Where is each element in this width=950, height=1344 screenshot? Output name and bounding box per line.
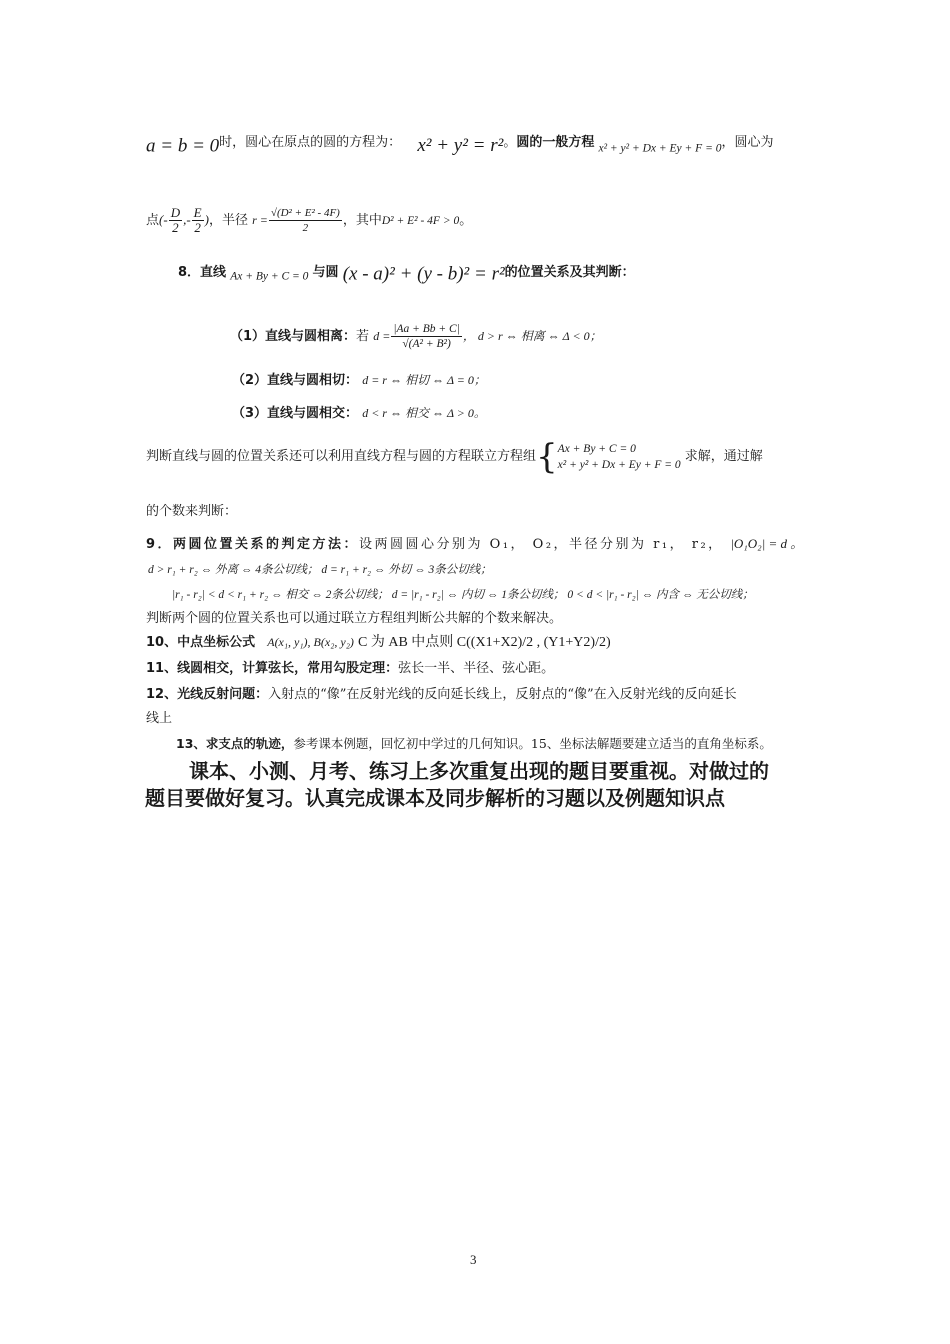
paragraph-9-note xyxy=(146,610,562,628)
text: 求解，通过解 xyxy=(684,449,763,464)
text: 线上 xyxy=(146,711,173,726)
heading-section-11 xyxy=(146,660,554,678)
heading-text: 13、求支点的轨迹， xyxy=(176,736,294,751)
paragraph-circle-origin xyxy=(146,134,773,157)
system-line-2: x² + y² + Dx + Ey + F = 0 xyxy=(557,459,681,471)
denominator: 2 xyxy=(172,220,179,235)
item-label: （2）直线与圆相切： xyxy=(232,373,359,388)
equation-circle-origin: x² + y² = r² xyxy=(417,135,504,157)
emphasis-line-1: 课本、小测、月考、练习上多次重复出现的题目要重视。对做过的 xyxy=(189,759,769,783)
heading-general-equation: 圆的一般方程 xyxy=(516,135,595,150)
paragraph-system-cont xyxy=(146,503,237,521)
text: 。 xyxy=(459,213,473,228)
d-eq: d = xyxy=(373,329,391,343)
condition: d < r ⇔ 相交 ⇔ Δ > 0。 xyxy=(362,406,486,420)
radius-r: r = xyxy=(252,213,268,227)
center-close: ) xyxy=(204,212,209,227)
distance-def: |O₁O₂| = d 。 xyxy=(730,536,804,551)
page-number: 3 xyxy=(470,1252,477,1267)
item-8-2 xyxy=(232,371,486,390)
cases: |r₁ - r₂| < d < r₁ + r₂ ⇔ 相交 ⇔ 2条公切线； d = |r₁ - r₂| ⇔ 内切 ⇔ 1条公切线； 0 < d < |r₁ - r₂| ⇔ 内含 ⇔ 无公切线； xyxy=(172,589,754,601)
item-label: （3）直线与圆相交： xyxy=(232,406,359,421)
text: ，圆心为 xyxy=(721,135,774,150)
heading-text: 与圆 xyxy=(312,265,339,280)
text: ，其中 xyxy=(342,213,382,228)
heading-section-10 xyxy=(146,633,611,652)
equation-line: Ax + By + C = 0 xyxy=(230,270,309,283)
condition: ， d > r ⇔ 相离 ⇔ Δ < 0； xyxy=(462,329,602,343)
paragraph-12-cont xyxy=(146,710,172,728)
heading-section-12 xyxy=(146,686,737,704)
numerator: √(D² + E² - 4F) xyxy=(270,207,340,219)
equation-circle: (x - a)² + (y - b)² = r² xyxy=(342,263,505,285)
center-comma: ,- xyxy=(183,212,191,227)
item-8-3 xyxy=(232,404,486,423)
brace: { xyxy=(536,437,558,477)
text: 入射点的“像”在反射光线的反向延长线上，反射点的“像”在入反射光线的反向延长 xyxy=(268,687,737,702)
text: ，半径 xyxy=(208,213,248,228)
item-8-1 xyxy=(230,322,602,351)
denominator: √(A² + B²) xyxy=(402,338,451,350)
cases: d > r₁ + r₂ ⇔ 外离 ⇔ 4条公切线； d = r₁ + r₂ ⇔ 外切 ⇔ 3条公切线； xyxy=(148,564,492,576)
text: 的个数来判断： xyxy=(146,504,238,519)
text: 。 xyxy=(503,135,517,150)
heading-section-8 xyxy=(178,264,635,286)
points: A(x₁, y₁), B(x₂, y₂) xyxy=(267,635,354,649)
condition: d = r ⇔ 相切 ⇔ Δ = 0； xyxy=(362,373,486,387)
text: C 为 AB 中点则 C((X1+X2)/2 , (Y1+Y2)/2) xyxy=(358,635,611,650)
heading-text: 11、线圆相交，计算弦长，常用勾股定理： xyxy=(146,661,399,676)
denominator: 2 xyxy=(302,222,309,234)
equation-a-b-zero: a = b = 0 xyxy=(146,135,220,157)
equation-general: x² + y² + Dx + Ey + F = 0 xyxy=(598,142,722,155)
paragraph-center-radius xyxy=(146,206,472,235)
text: 判断直线与圆的位置关系还可以利用直线方程与圆的方程联立方程组 xyxy=(146,449,537,464)
item-label: （1）直线与圆相离： xyxy=(230,329,357,344)
numerator: D xyxy=(170,205,181,220)
text: 设两圆圆心分别为 O₁， O₂，半径分别为 r₁， r₂， xyxy=(359,537,724,552)
center-open: (- xyxy=(159,212,168,227)
paragraph-system xyxy=(146,437,763,477)
condition: D² + E² - 4F > 0 xyxy=(381,215,460,227)
text: 时，圆心在原点的圆的方程为： xyxy=(219,135,402,150)
text: 参考课本例题，回忆初中学过的几何知识。15、坐标法解题要建立适当的直角坐标系。 xyxy=(293,736,772,751)
fraction-radius xyxy=(269,206,342,235)
emphasis-line-2: 题目要做好复习。认真完成课本及同步解析的习题以及例题知识点 xyxy=(145,786,725,810)
fraction-e-over-2 xyxy=(192,206,204,235)
heading-text: 8．直线 xyxy=(178,265,227,280)
text: 判断两个圆的位置关系也可以通过联立方程组判断公共解的个数来解决。 xyxy=(146,611,563,626)
item-9-cases-2 xyxy=(172,585,754,604)
text: 点 xyxy=(146,213,160,228)
heading-text: 10、中点坐标公式 xyxy=(146,635,256,650)
text: 若 xyxy=(356,329,370,344)
numerator: E xyxy=(193,205,202,220)
fraction-distance xyxy=(391,322,462,351)
heading-text: 9．两圆位置关系的判定方法： xyxy=(146,537,360,552)
heading-section-9 xyxy=(146,535,803,554)
heading-text: 的位置关系及其判断： xyxy=(504,265,635,280)
denominator: 2 xyxy=(194,220,201,235)
system-line-1: Ax + By + C = 0 xyxy=(557,443,636,455)
equation-system xyxy=(558,441,681,473)
heading-section-13 xyxy=(176,735,772,753)
numerator: |Aa + Bb + C| xyxy=(393,323,460,335)
text: 弦长一半、半径、弦心距。 xyxy=(398,661,555,676)
heading-text: 12、光线反射问题： xyxy=(146,687,269,702)
fraction-d-over-2 xyxy=(169,206,182,235)
item-9-cases-1 xyxy=(148,560,492,579)
